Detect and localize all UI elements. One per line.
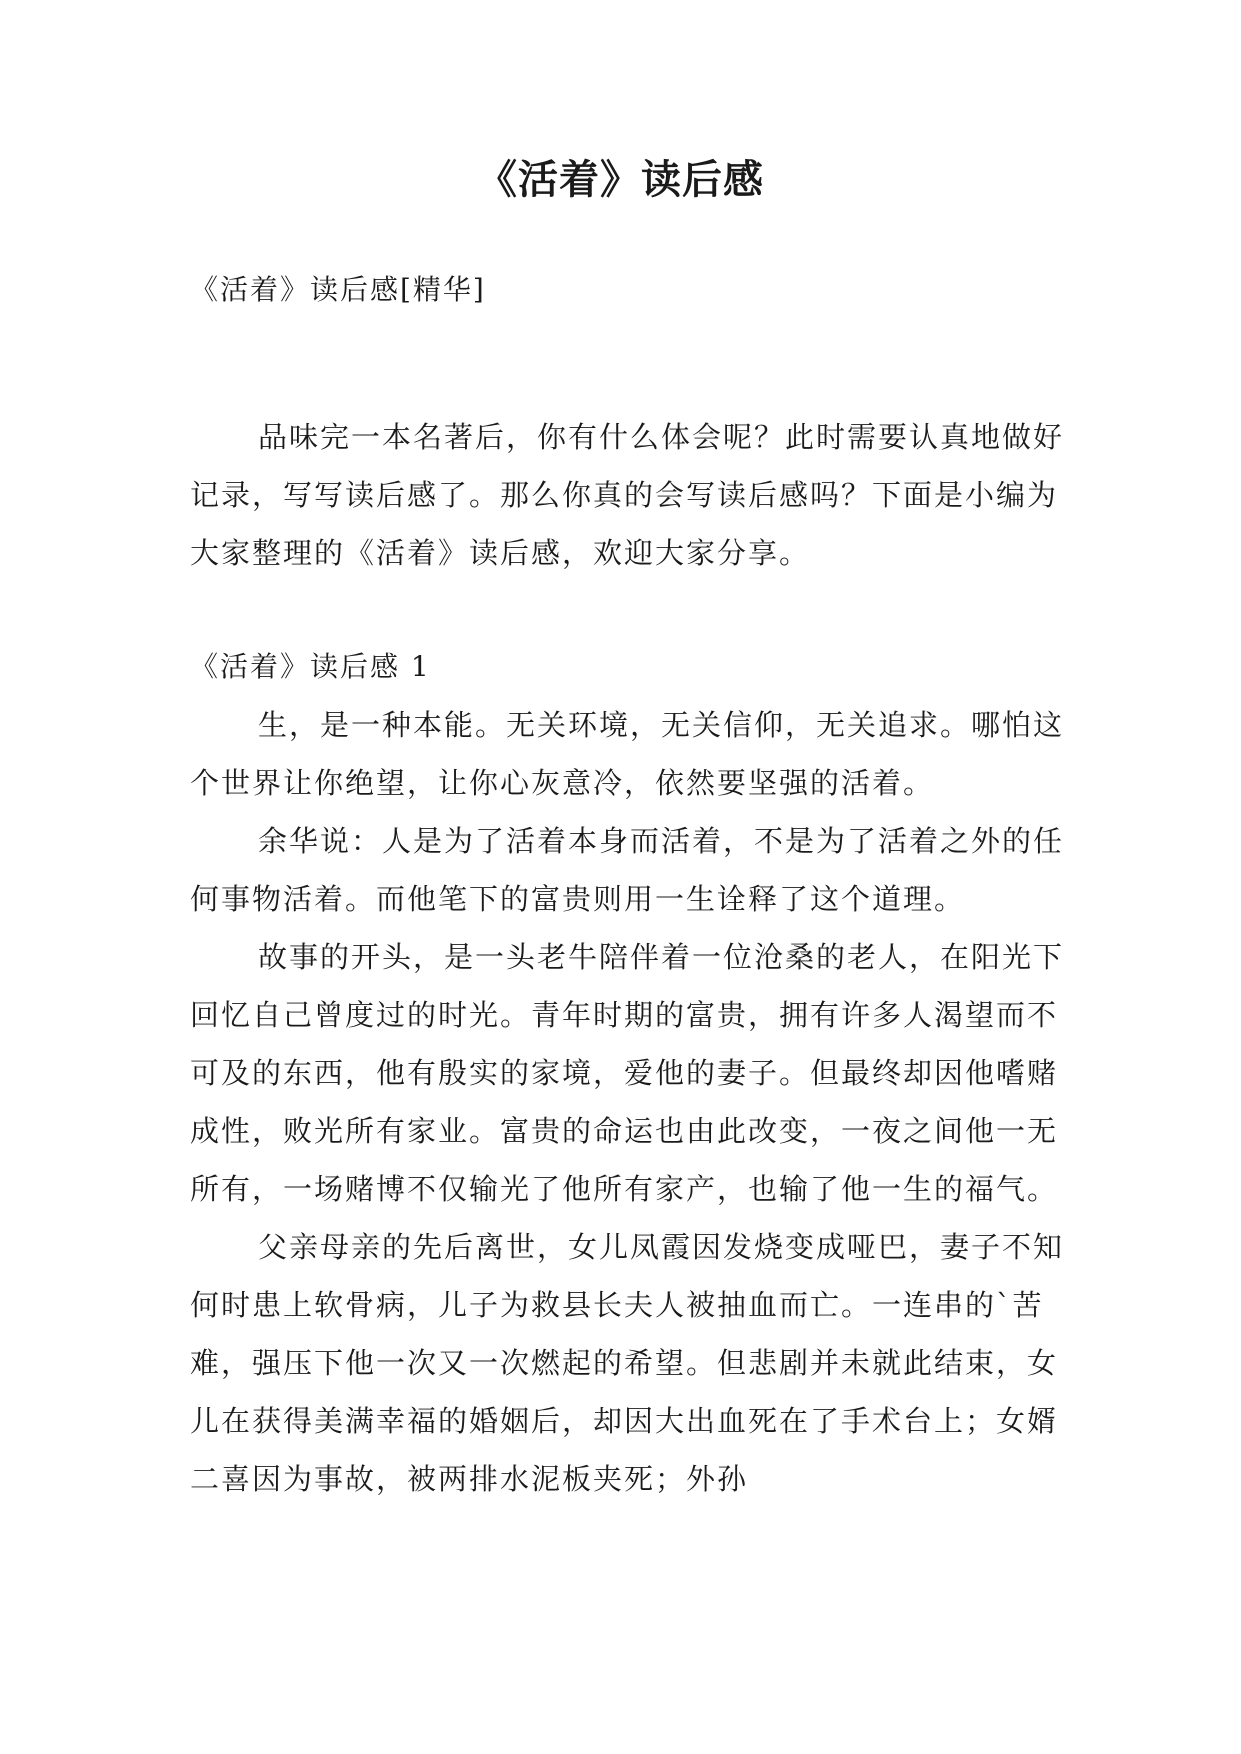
document-title: 《活着》读后感 xyxy=(477,157,764,203)
body-paragraph: 生，是一种本能。无关环境，无关信仰，无关追求。哪怕这个世界让你绝望，让你心灰意冷，依然要坚强的活着。 xyxy=(190,708,1065,800)
body-paragraph: 父亲母亲的先后离世，女儿凤霞因发烧变成哑巴，妻子不知何时患上软骨病，儿子为救县长夫人被抽血而亡。一连串的`苦难，强压下他一次又一次燃起的希望。但悲剧并未就此结束，女儿在获得美满幸福的婚姻后，却因大出血死在了手术台上；女婿二喜因为事故，被两排水泥板夹死；外孙 xyxy=(190,1230,1065,1496)
document-subtitle: 《活着》读后感[精华] xyxy=(190,273,486,306)
section-heading: 《活着》读后感 1 xyxy=(190,650,431,683)
body-paragraph: 故事的开头，是一头老牛陪伴着一位沧桑的老人，在阳光下回忆自己曾度过的时光。青年时期的富贵，拥有许多人渴望而不可及的东西，他有殷实的家境，爱他的妻子。但最终却因他嗜赌成性，败光所有家业。富贵的命运也由此改变，一夜之间他一无所有，一场赌博不仅输光了他所有家产，也输了他一生的福气。 xyxy=(190,940,1065,1206)
intro-paragraph: 品味完一本名著后，你有什么体会呢？此时需要认真地做好记录，写写读后感了。那么你真的会写读后感吗？下面是小编为大家整理的《活着》读后感，欢迎大家分享。 xyxy=(190,420,1065,570)
body-paragraph: 余华说：人是为了活着本身而活着，不是为了活着之外的任何事物活着。而他笔下的富贵则用一生诠释了这个道理。 xyxy=(190,824,1065,916)
body-text xyxy=(190,696,1070,1508)
